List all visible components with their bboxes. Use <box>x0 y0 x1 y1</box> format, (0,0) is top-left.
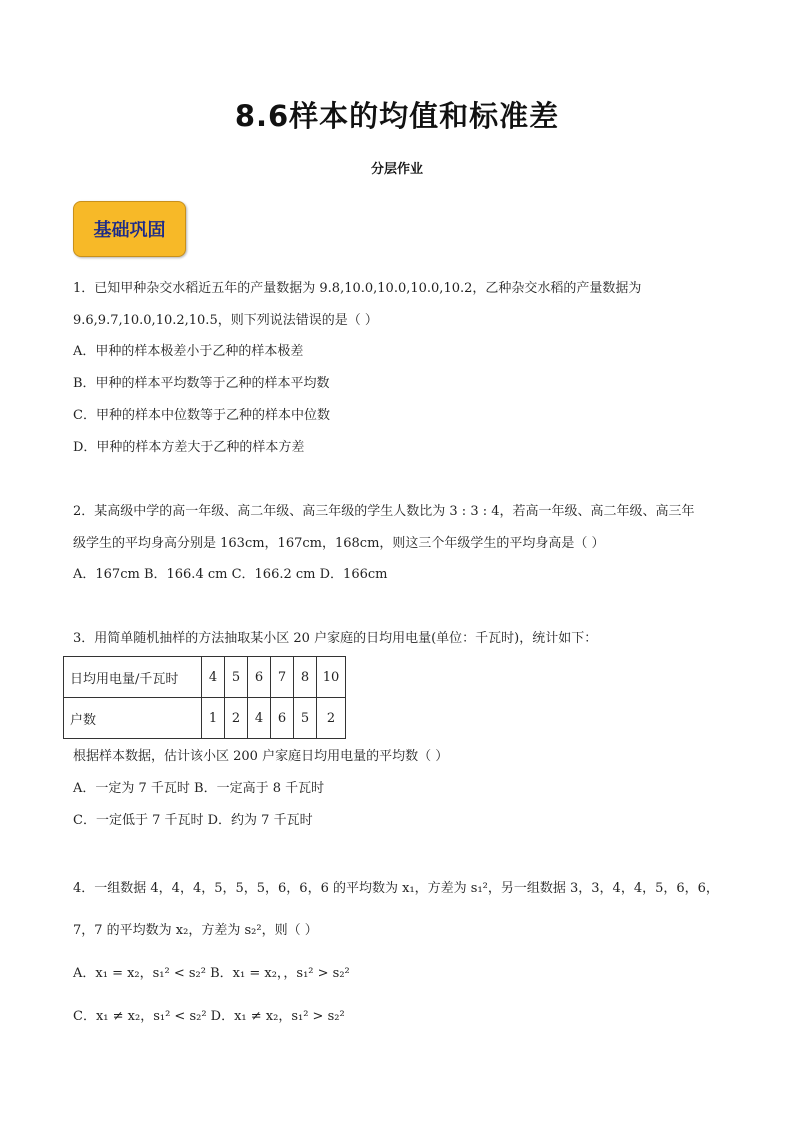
q3-options-ab: A．一定为 7 千瓦时 B．一定高于 8 千瓦时 <box>73 781 325 796</box>
table-cell: 4 <box>248 698 271 739</box>
table-cell: 8 <box>294 657 317 698</box>
q3-line1: 3．用简单随机抽样的方法抽取某小区 20 户家庭的日均用电量(单位：千瓦时)，统计如下： <box>73 631 598 646</box>
table-cell: 6 <box>271 698 294 739</box>
table-cell: 2 <box>225 698 248 739</box>
table-cell: 1 <box>202 698 225 739</box>
q1-line2: 9.6,9.7,10.0,10.2,10.5，则下列说法错误的是（ ） <box>73 313 378 328</box>
table-row <box>64 657 346 698</box>
page-title: 8.6样本的均值和标准差 <box>234 99 560 133</box>
table-cell: 2 <box>317 698 346 739</box>
q2-line1: 2．某高级中学的高一年级、高二年级、高三年级的学生人数比为 3 : 3 : 4，若高一年级、高二年级、高三年 <box>73 504 695 519</box>
q2-line2: 级学生的平均身高分别是 163cm，167cm，168cm，则这三个年级学生的平均身高是（ ） <box>73 536 605 551</box>
table-cell: 4 <box>202 657 225 698</box>
q4-options-ab: A．x₁ = x₂，s₁² < s₂² B．x₁ = x₂，，s₁² > s₂² <box>73 966 350 981</box>
q4-line1: 4．一组数据 4，4，4，5，5，5，6，6，6 的平均数为 x₁，方差为 s₁²，另一组数据 3，3，4，4，5，6，6， <box>73 881 719 896</box>
table-cell: 户数 <box>64 698 202 739</box>
q3-options-cd: C．一定低于 7 千瓦时 D．约为 7 千瓦时 <box>73 813 313 828</box>
q2-options: A．167cm B．166.4 cm C．166.2 cm D．166cm <box>73 567 388 582</box>
usage-table <box>63 656 346 739</box>
q1-line1: 1．已知甲种杂交水稻近五年的产量数据为 9.8,10.0,10.0,10.0,10.2，乙种杂交水稻的产量数据为 <box>73 281 642 296</box>
table-cell: 5 <box>225 657 248 698</box>
q4-options-cd: C．x₁ ≠ x₂，s₁² < s₂² D．x₁ ≠ x₂，s₁² > s₂² <box>73 1009 345 1024</box>
table-cell: 日均用电量/千瓦时 <box>64 657 202 698</box>
q1-option-a: A．甲种的样本极差小于乙种的样本极差 <box>73 344 304 359</box>
q1-option-b: B．甲种的样本平均数等于乙种的样本平均数 <box>73 376 330 391</box>
section-badge-label: 基础巩固 <box>93 220 166 241</box>
page-subtitle: 分层作业 <box>370 162 423 177</box>
q4-line2: 7，7 的平均数为 x₂，方差为 s₂²，则（ ） <box>73 923 318 938</box>
table-cell: 5 <box>294 698 317 739</box>
table-row <box>64 698 346 739</box>
q3-line2: 根据样本数据，估计该小区 200 户家庭日均用电量的平均数（ ） <box>73 749 449 764</box>
table-cell: 10 <box>317 657 346 698</box>
q1-option-d: D．甲种的样本方差大于乙种的样本方差 <box>73 440 305 455</box>
q1-option-c: C．甲种的样本中位数等于乙种的样本中位数 <box>73 408 330 423</box>
table-cell: 7 <box>271 657 294 698</box>
section-badge <box>73 201 186 257</box>
table-cell: 6 <box>248 657 271 698</box>
